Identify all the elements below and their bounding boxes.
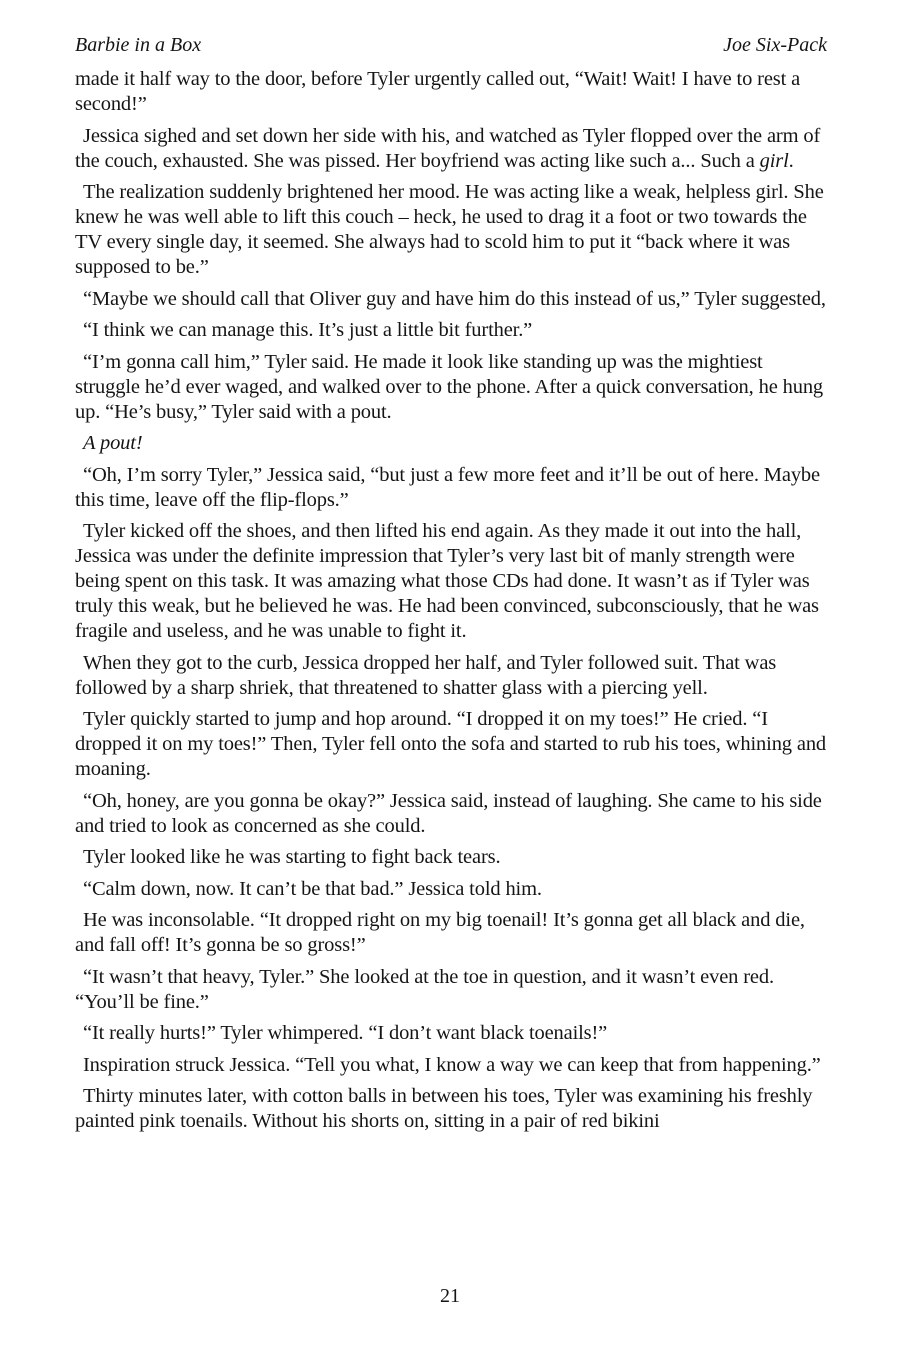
text-run: “Oh, honey, are you gonna be okay?” Jessica said, instead of laughing. She came to his side and tried to look as concerned as she could. [75, 789, 822, 837]
paragraph-9 [75, 519, 832, 644]
paragraph-11 [75, 707, 832, 782]
text-run: Tyler looked like he was starting to fight back tears. [83, 846, 501, 868]
text-run: “I think we can manage this. It’s just a little bit further.” [83, 319, 533, 341]
text-run: He was inconsolable. “It dropped right on my big toenail! It’s gonna get all black and die, and fall off! It’s gonna be so gross!” [75, 909, 805, 956]
text-run: . [788, 149, 794, 172]
paragraph-1 [75, 67, 832, 117]
text-run: made it half way to the door, before Tyler urgently called out, “Wait! Wait! I have to rest a second!” [75, 68, 801, 115]
paragraph-16 [75, 965, 832, 1015]
paragraph-17 [75, 1021, 832, 1046]
paragraph-14 [75, 877, 832, 902]
paragraph-15 [75, 908, 832, 958]
running-header [75, 34, 827, 56]
text-run: The realization suddenly brightened her mood. He was acting like a weak, helpless girl. She knew he was well able to lift this couch – heck, he used to drag it a foot or two towards the TV every single day, it seemed. She always had to scold him to put it “back where it was supposed to be.” [75, 181, 824, 278]
paragraph-6 [75, 350, 832, 425]
text-run: Inspiration struck Jessica. “Tell you what, I know a way we can keep that from happening.” [83, 1053, 821, 1076]
author-name: Joe Six-Pack [723, 34, 827, 56]
book-title: Barbie in a Box [75, 34, 202, 56]
text-run: “It really hurts!” Tyler whimpered. “I don’t want black toenails!” [83, 1022, 608, 1044]
text-run: Thirty minutes later, with cotton balls in between his toes, Tyler was examining his freshly painted pink toenails. Without his shorts on, sitting in a pair of red bikini [75, 1085, 813, 1132]
text-run: Tyler quickly started to jump and hop around. “I dropped it on my toes!” He cried. “I dropped it on my toes!” Then, Tyler fell onto the sofa and started to rub his toes, whining and moaning. [75, 708, 827, 780]
paragraph-10 [75, 651, 832, 701]
paragraph-3 [75, 180, 832, 280]
text-run: “Calm down, now. It can’t be that bad.” Jessica told him. [83, 877, 542, 900]
page-number: 21 [440, 1285, 460, 1307]
paragraph-5 [75, 318, 832, 343]
text-run: “Oh, I’m sorry Tyler,” Jessica said, “but just a few more feet and it’ll be out of here. Maybe this time, leave off the flip-flops.” [75, 463, 820, 511]
paragraph-19 [75, 1084, 832, 1134]
paragraph-12 [75, 789, 832, 839]
page-body [75, 67, 832, 1134]
paragraph-4 [75, 287, 832, 312]
italic-text-run: girl [759, 149, 789, 172]
paragraph-18 [75, 1053, 832, 1078]
text-run: Tyler kicked off the shoes, and then lifted his end again. As they made it out into the hall, Jessica was under the definite impression that Tyler’s very last bit of manly strength were being spent on this task. It was amazing what those CDs had done. It wasn’t as if Tyler was truly this weak, but he believed he was. He had been convinced, subconsciously, that he was fragile and useless, and he was unable to fight it. [75, 520, 819, 642]
text-run: “I’m gonna call him,” Tyler said. He made it look like standing up was the mightiest struggle he’d ever waged, and walked over to the phone. After a quick conversation, he hung up. “He’s busy,” Tyler said with a pout. [75, 350, 824, 423]
paragraph-13 [75, 845, 832, 870]
paragraph-2 [75, 124, 832, 174]
text-run: When they got to the curb, Jessica dropped her half, and Tyler followed suit. That was followed by a sharp shriek, that threatened to shatter glass with a piercing yell. [75, 651, 777, 699]
paragraph-7 [75, 431, 832, 456]
text-run: “Maybe we should call that Oliver guy and have him do this instead of us,” Tyler suggested, [83, 287, 826, 310]
paragraph-8 [75, 463, 832, 513]
text-run: “It wasn’t that heavy, Tyler.” She looked at the toe in question, and it wasn’t even red. “You’ll be fine.” [75, 965, 774, 1013]
text-run: Jessica sighed and set down her side with his, and watched as Tyler flopped over the arm of the couch, exhausted. She was pissed. Her boyfriend was acting like such a... Such a [75, 124, 821, 172]
italic-text-run: A pout! [83, 432, 143, 454]
page-footer [0, 1284, 900, 1308]
